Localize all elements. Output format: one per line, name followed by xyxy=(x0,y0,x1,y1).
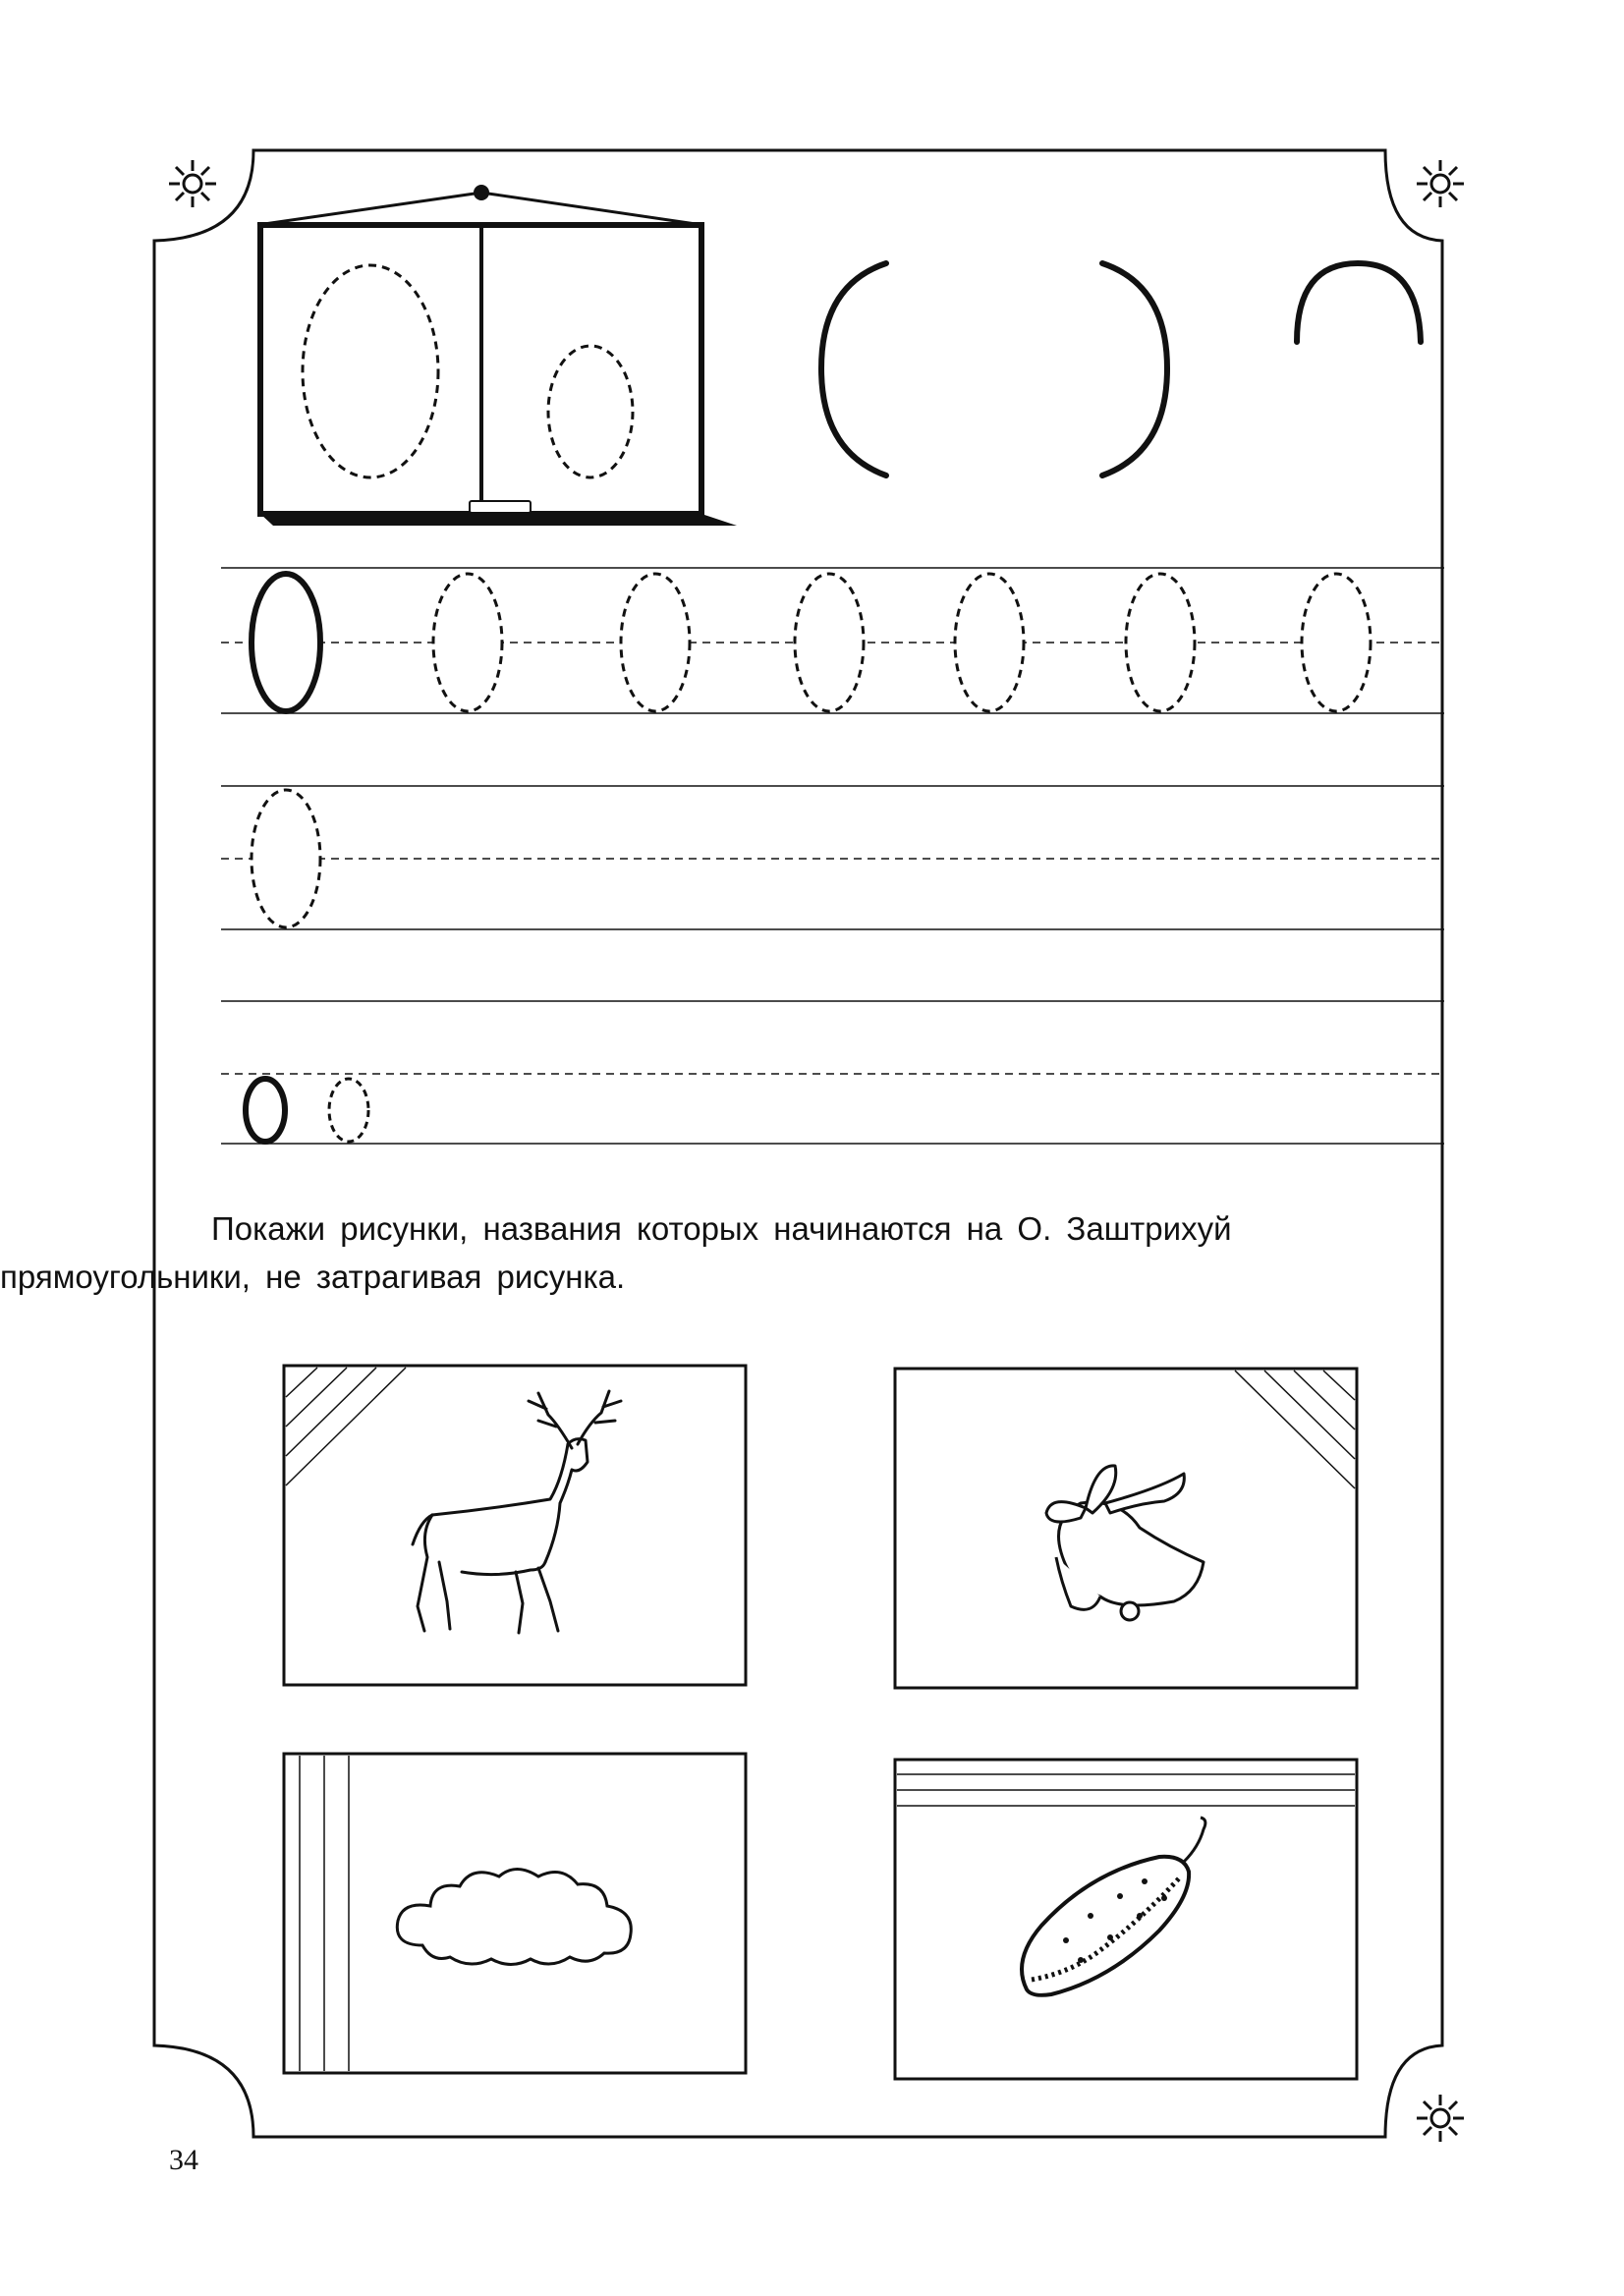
sun-icon xyxy=(1417,2095,1464,2142)
sun-icon xyxy=(1417,160,1464,207)
picture-card-cucumber xyxy=(895,1760,1357,2079)
stroke-left-arc xyxy=(821,263,886,476)
page-number: 34 xyxy=(169,2144,198,2176)
chalk-icon xyxy=(470,501,531,513)
letter-o-lower-dotted xyxy=(548,346,633,477)
picture-card-cloud xyxy=(284,1754,746,2073)
letter-o-upper-dotted xyxy=(303,265,438,477)
instruction-line-1: Покажи рисунки, названия которых начинаются на О. Заштрихуй xyxy=(211,1210,1232,1247)
writing-line-2 xyxy=(221,786,1444,929)
picture-card-bell xyxy=(895,1369,1357,1688)
tracing-letter-o-upper xyxy=(252,790,320,927)
sun-icon xyxy=(169,160,216,207)
sample-letter-o-upper xyxy=(252,574,320,711)
chalkboard xyxy=(257,185,737,526)
stroke-right-arc xyxy=(1102,263,1167,476)
task-instruction xyxy=(0,1204,1390,1301)
tracing-letter-o-lower xyxy=(329,1079,368,1142)
instruction-line-2: прямоугольники, не затрагивая рисунка. xyxy=(0,1259,626,1295)
picture-card-deer xyxy=(284,1366,746,1685)
stroke-top-arc xyxy=(1297,263,1421,342)
writing-line-3 xyxy=(221,1001,1444,1144)
nail-icon xyxy=(474,185,489,200)
sample-letter-o-lower xyxy=(246,1079,285,1142)
